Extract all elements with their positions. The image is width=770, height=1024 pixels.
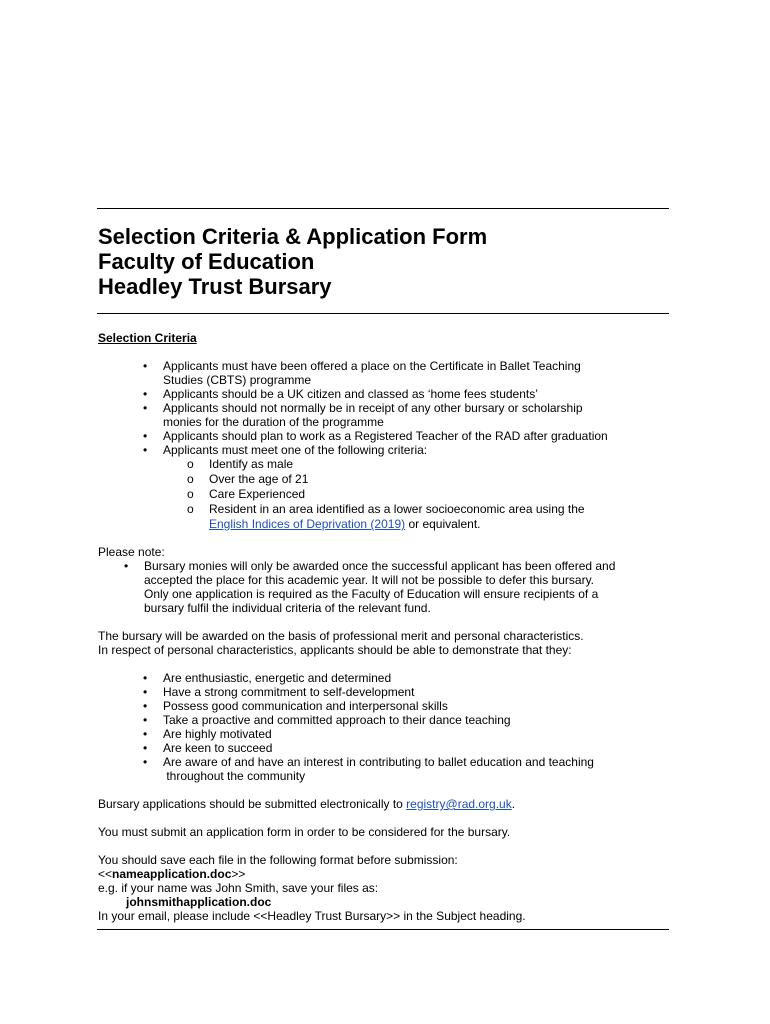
- note-item: • Bursary monies will only be awarded once the successful applicant has been offered and accepted the place for this academic year. It will not be possible to defer this bursary. Only one application is required as the Faculty of Education will ensure recipients of a bursary fulfil the individual criteria of the relevant fund.: [124, 559, 616, 615]
- bullet-icon: •: [124, 559, 129, 573]
- bullet-icon: •: [143, 359, 148, 373]
- example-filename: johnsmithapplication.doc: [126, 895, 272, 909]
- circle-bullet-icon: o: [187, 502, 194, 516]
- bullet-icon: •: [143, 713, 148, 727]
- note-list: [124, 559, 616, 615]
- submit-paragraph: Bursary applications should be submitted electronically to registry@rad.org.uk.: [98, 797, 516, 811]
- circle-bullet-icon: o: [187, 487, 194, 501]
- registry-email-link[interactable]: registry@rad.org.uk: [406, 797, 512, 811]
- bullet-icon: •: [143, 671, 148, 685]
- characteristic-item: • Are aware of and have an interest in contributing to ballet education and teaching throughout the community: [143, 755, 594, 783]
- sub-criteria-item: o Care Experienced: [187, 487, 306, 501]
- bottom-divider: [97, 929, 669, 930]
- characteristic-item: • Are highly motivated: [143, 727, 272, 741]
- bullet-icon: •: [143, 727, 148, 741]
- file-format-block: You should save each file in the following format before submission: <<nameapplication.doc>> e.g. if your name was John Smith, save your files as: johnsmithapplication.doc In your email, please include <<Headley Trust Bursary>> in the Subject heading.: [98, 853, 526, 923]
- title-divider: [97, 313, 669, 314]
- faculty-title: Faculty of Education: [98, 249, 315, 274]
- bullet-icon: •: [143, 755, 148, 769]
- characteristic-item: • Are enthusiastic, energetic and determined: [143, 671, 392, 685]
- bullet-icon: •: [143, 429, 148, 443]
- format-filename: nameapplication.doc: [112, 867, 232, 881]
- merit-paragraph: The bursary will be awarded on the basis of professional merit and personal characteristics. In respect of personal characteristics, applicants should be able to demonstrate that they:: [98, 629, 584, 657]
- criteria-item: • Applicants should not normally be in receipt of any other bursary or scholarship monies for the duration of the programme: [143, 401, 583, 429]
- sub-criteria-item: o Resident in an area identified as a lower socioeconomic area using the English Indices of Deprivation (2019) or equivalent.: [187, 502, 585, 531]
- bullet-icon: •: [143, 401, 148, 415]
- deprivation-link[interactable]: English Indices of Deprivation (2019): [209, 517, 406, 531]
- please-note-label: Please note:: [98, 545, 165, 559]
- bullet-icon: •: [143, 443, 148, 457]
- criteria-list: [143, 359, 608, 457]
- save-format-text: You should save each file in the following format before submission:: [98, 853, 458, 867]
- bursary-title: Headley Trust Bursary: [98, 274, 332, 299]
- circle-bullet-icon: o: [187, 457, 194, 471]
- sub-criteria-list: [187, 457, 585, 532]
- characteristics-list: [143, 671, 594, 783]
- characteristic-item: • Take a proactive and committed approach to their dance teaching: [143, 713, 511, 727]
- example-text: e.g. if your name was John Smith, save your files as:: [98, 881, 379, 895]
- criteria-item: • Applicants should plan to work as a Registered Teacher of the RAD after graduation: [143, 429, 608, 443]
- bullet-icon: •: [143, 741, 148, 755]
- sub-criteria-item: o Identify as male: [187, 457, 294, 471]
- characteristic-item: • Are keen to succeed: [143, 741, 273, 755]
- top-divider: [97, 208, 669, 209]
- page-title: Selection Criteria & Application Form: [98, 224, 488, 249]
- bullet-icon: •: [143, 685, 148, 699]
- criteria-item: • Applicants must meet one of the following criteria:: [143, 443, 428, 457]
- characteristic-item: • Have a strong commitment to self-development: [143, 685, 415, 699]
- circle-bullet-icon: o: [187, 472, 194, 486]
- bullet-icon: •: [143, 387, 148, 401]
- bullet-icon: •: [143, 699, 148, 713]
- criteria-item: • Applicants must have been offered a place on the Certificate in Ballet Teaching Studies (CBTS) programme: [143, 359, 581, 387]
- characteristic-item: • Possess good communication and interpersonal skills: [143, 699, 448, 713]
- selection-criteria-heading: Selection Criteria: [98, 331, 197, 345]
- criteria-item: • Applicants should be a UK citizen and classed as ‘home fees students’: [143, 387, 538, 401]
- email-subject-text: In your email, please include <<Headley Trust Bursary>> in the Subject heading.: [98, 909, 526, 923]
- sub-criteria-item: o Over the age of 21: [187, 472, 309, 486]
- title-block: [98, 224, 487, 299]
- must-submit-text: You must submit an application form in order to be considered for the bursary.: [98, 825, 511, 839]
